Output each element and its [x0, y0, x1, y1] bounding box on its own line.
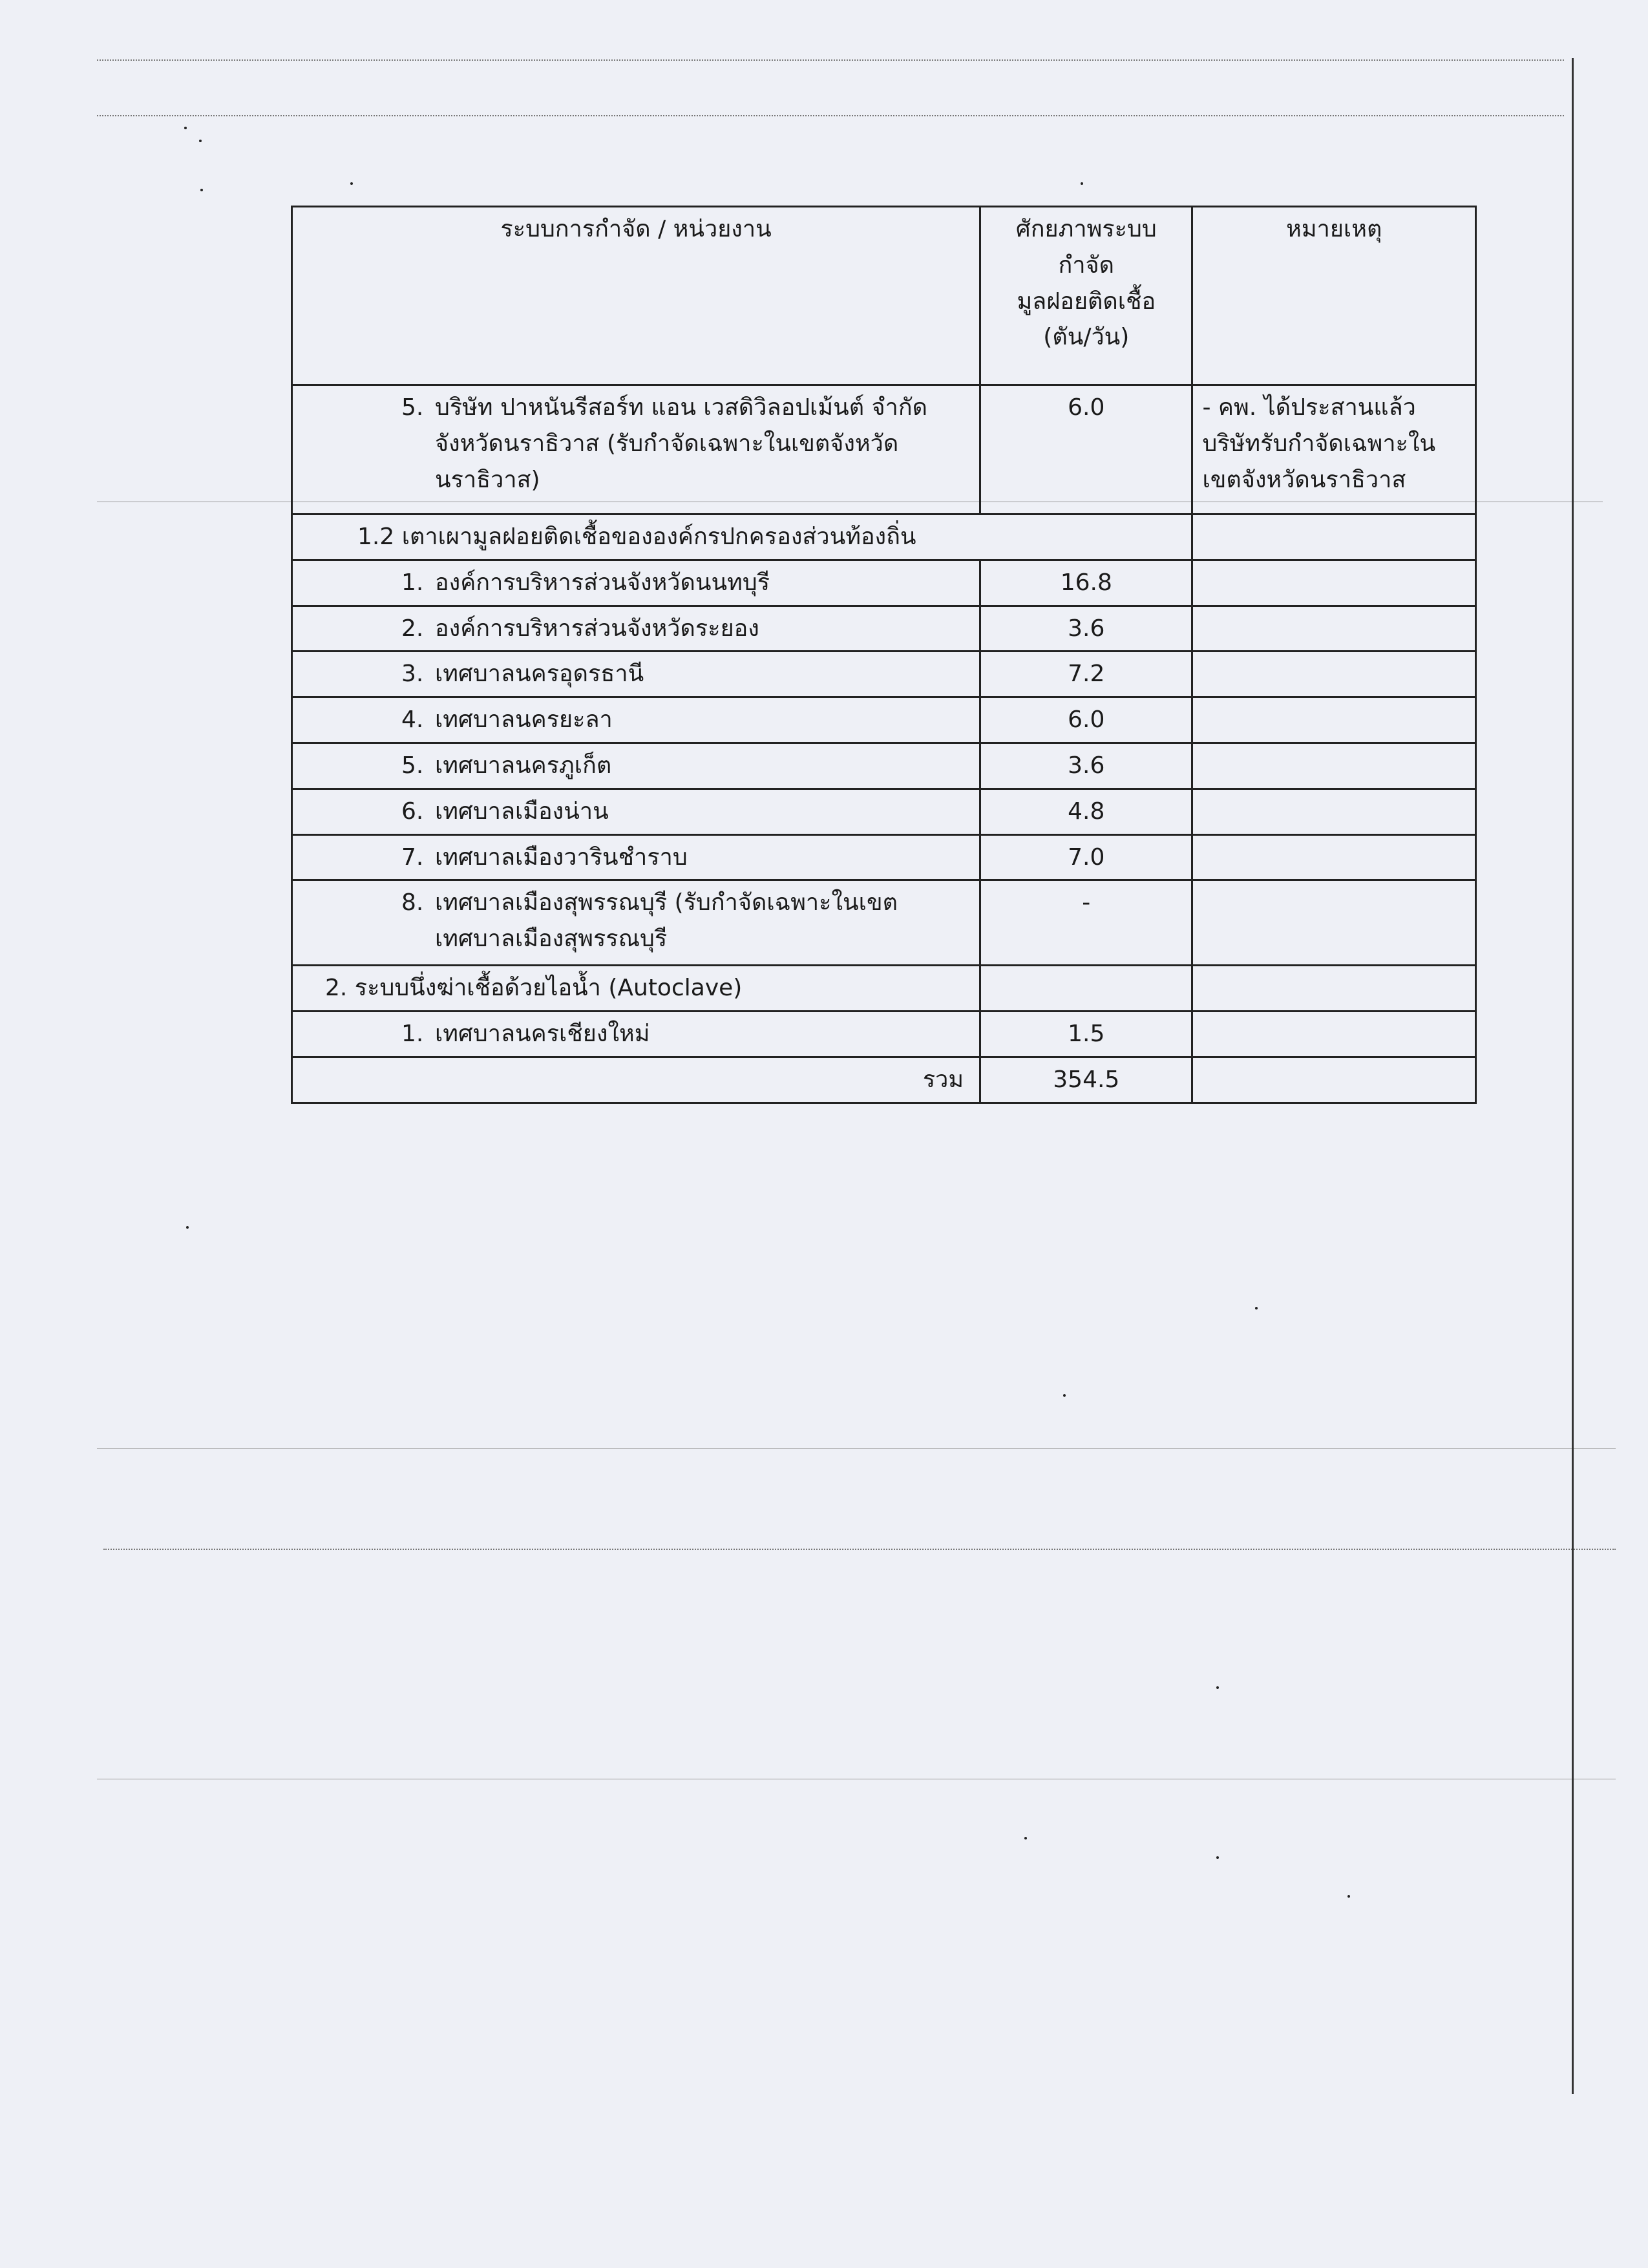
total-row: [292, 1057, 1476, 1103]
agency-cell: [292, 560, 980, 606]
remark-cell: [1192, 1057, 1476, 1103]
remark-cell: [1192, 514, 1476, 560]
scan-speck: [350, 182, 353, 185]
item-number: 5.: [401, 752, 424, 779]
table-row: [292, 743, 1476, 789]
header-remark: หมายเหตุ: [1192, 207, 1476, 385]
agency-cell: [292, 385, 980, 514]
remark-cell: [1192, 652, 1476, 697]
scan-speck: [186, 1226, 189, 1229]
capacity-cell: 3.6: [980, 743, 1192, 789]
remark-cell: [1192, 1012, 1476, 1057]
item-text: เทศบาลนครเชียงใหม่: [435, 1021, 650, 1048]
header-capacity-line: ศักยภาพระบบ: [1015, 216, 1157, 242]
scan-line: [103, 1549, 1616, 1550]
agency-cell: [292, 652, 980, 697]
total-value: 354.5: [980, 1057, 1192, 1103]
total-label: รวม: [292, 1057, 980, 1103]
table-row: [292, 652, 1476, 697]
item-number: 2.: [401, 615, 424, 642]
item-text: เทศบาลนครอุดรธานี: [435, 661, 644, 688]
section-row: [292, 966, 1476, 1012]
remark-cell: [1192, 560, 1476, 606]
header-capacity-line: มูลฝอยติดเชื้อ: [1017, 288, 1156, 315]
remark-cell: [1192, 834, 1476, 880]
item-number: 1.: [401, 1021, 424, 1048]
remark-line: - คพ. ได้ประสานแล้ว: [1202, 394, 1416, 421]
capacity-cell: 16.8: [980, 560, 1192, 606]
scan-edge-line: [1572, 58, 1574, 2094]
table-row: [292, 606, 1476, 652]
scan-speck: [1063, 1394, 1066, 1397]
item-text: องค์การบริหารส่วนจังหวัดระยอง: [435, 615, 759, 642]
remark-line: บริษัทรับกำจัดเฉพาะใน: [1202, 430, 1436, 457]
item-text: บริษัท ปาหนันรีสอร์ท แอน เวสดิวิลอปเม้นต์ จำกัด จังหวัดนราธิวาส (รับกำจัดเฉพาะในเขตจังหวัดนราธิวาส): [435, 394, 927, 493]
section-row: [292, 514, 1476, 560]
remark-cell: [1192, 880, 1476, 966]
agency-cell: [292, 1012, 980, 1057]
agency-cell: [292, 743, 980, 789]
item-text: เทศบาลเมืองวารินชำราบ: [435, 843, 688, 871]
header-system-agency: ระบบการกำจัด / หน่วยงาน: [292, 207, 980, 385]
item-text: เทศบาลนครภูเก็ต: [435, 752, 612, 779]
table-row: [292, 560, 1476, 606]
remark-cell: [1192, 966, 1476, 1012]
header-capacity: [980, 207, 1192, 385]
remark-cell: [1192, 697, 1476, 743]
scan-speck: [1255, 1307, 1258, 1309]
agency-cell: [292, 834, 980, 880]
item-number: 5.: [401, 394, 424, 421]
item-number: 1.: [401, 569, 424, 596]
table-row: [292, 1012, 1476, 1057]
item-text: องค์การบริหารส่วนจังหวัดนนทบุรี: [435, 569, 770, 596]
scan-speck: [199, 140, 202, 142]
header-capacity-line: (ตัน/วัน): [1043, 324, 1130, 351]
scan-line: [97, 115, 1564, 116]
table-row: [292, 880, 1476, 966]
remark-line: เขตจังหวัดนราธิวาส: [1202, 466, 1406, 493]
section-heading-2: 2. ระบบนึ่งฆ่าเชื้อด้วยไอน้ำ (Autoclave): [292, 966, 980, 1012]
infectious-waste-capacity-table: [291, 206, 1477, 1104]
table-row: [292, 697, 1476, 743]
item-number: 3.: [401, 661, 424, 688]
capacity-cell: 6.0: [980, 697, 1192, 743]
scan-speck: [1347, 1895, 1350, 1898]
table-row: [292, 789, 1476, 834]
scan-speck: [200, 189, 203, 191]
item-text: เทศบาลเมืองน่าน: [435, 798, 609, 825]
scan-line: [97, 1448, 1616, 1449]
table-header-row: [292, 207, 1476, 385]
agency-cell: [292, 789, 980, 834]
table-row: [292, 834, 1476, 880]
remark-cell: [1192, 789, 1476, 834]
remark-cell: [1192, 385, 1476, 514]
scan-speck: [1081, 182, 1083, 185]
scan-speck: [1216, 1686, 1219, 1689]
capacity-cell: 6.0: [980, 385, 1192, 514]
remark-cell: [1192, 743, 1476, 789]
capacity-cell: 3.6: [980, 606, 1192, 652]
remark-cell: [1192, 606, 1476, 652]
scan-line: [97, 59, 1564, 61]
scan-speck: [1216, 1856, 1219, 1859]
header-capacity-line: กำจัด: [1058, 251, 1115, 279]
item-number: 8.: [401, 889, 424, 917]
capacity-cell: 1.5: [980, 1012, 1192, 1057]
table-row: [292, 385, 1476, 514]
capacity-cell: 7.2: [980, 652, 1192, 697]
capacity-cell: [980, 966, 1192, 1012]
agency-cell: [292, 697, 980, 743]
item-number: 6.: [401, 798, 424, 825]
item-number: 7.: [401, 843, 424, 871]
capacity-cell: 7.0: [980, 834, 1192, 880]
scan-speck: [1024, 1837, 1027, 1839]
item-text: เทศบาลนครยะลา: [435, 706, 613, 734]
item-text: เทศบาลเมืองสุพรรณบุรี (รับกำจัดเฉพาะในเขตเทศบาลเมืองสุพรรณบุรี: [435, 889, 898, 953]
agency-cell: [292, 880, 980, 966]
item-number: 4.: [401, 706, 424, 734]
agency-cell: [292, 606, 980, 652]
section-heading-1-2: 1.2 เตาเผามูลฝอยติดเชื้อขององค์กรปกครองส่วนท้องถิ่น: [292, 514, 1192, 560]
scan-speck: [184, 127, 187, 129]
capacity-cell: -: [980, 880, 1192, 966]
capacity-cell: 4.8: [980, 789, 1192, 834]
